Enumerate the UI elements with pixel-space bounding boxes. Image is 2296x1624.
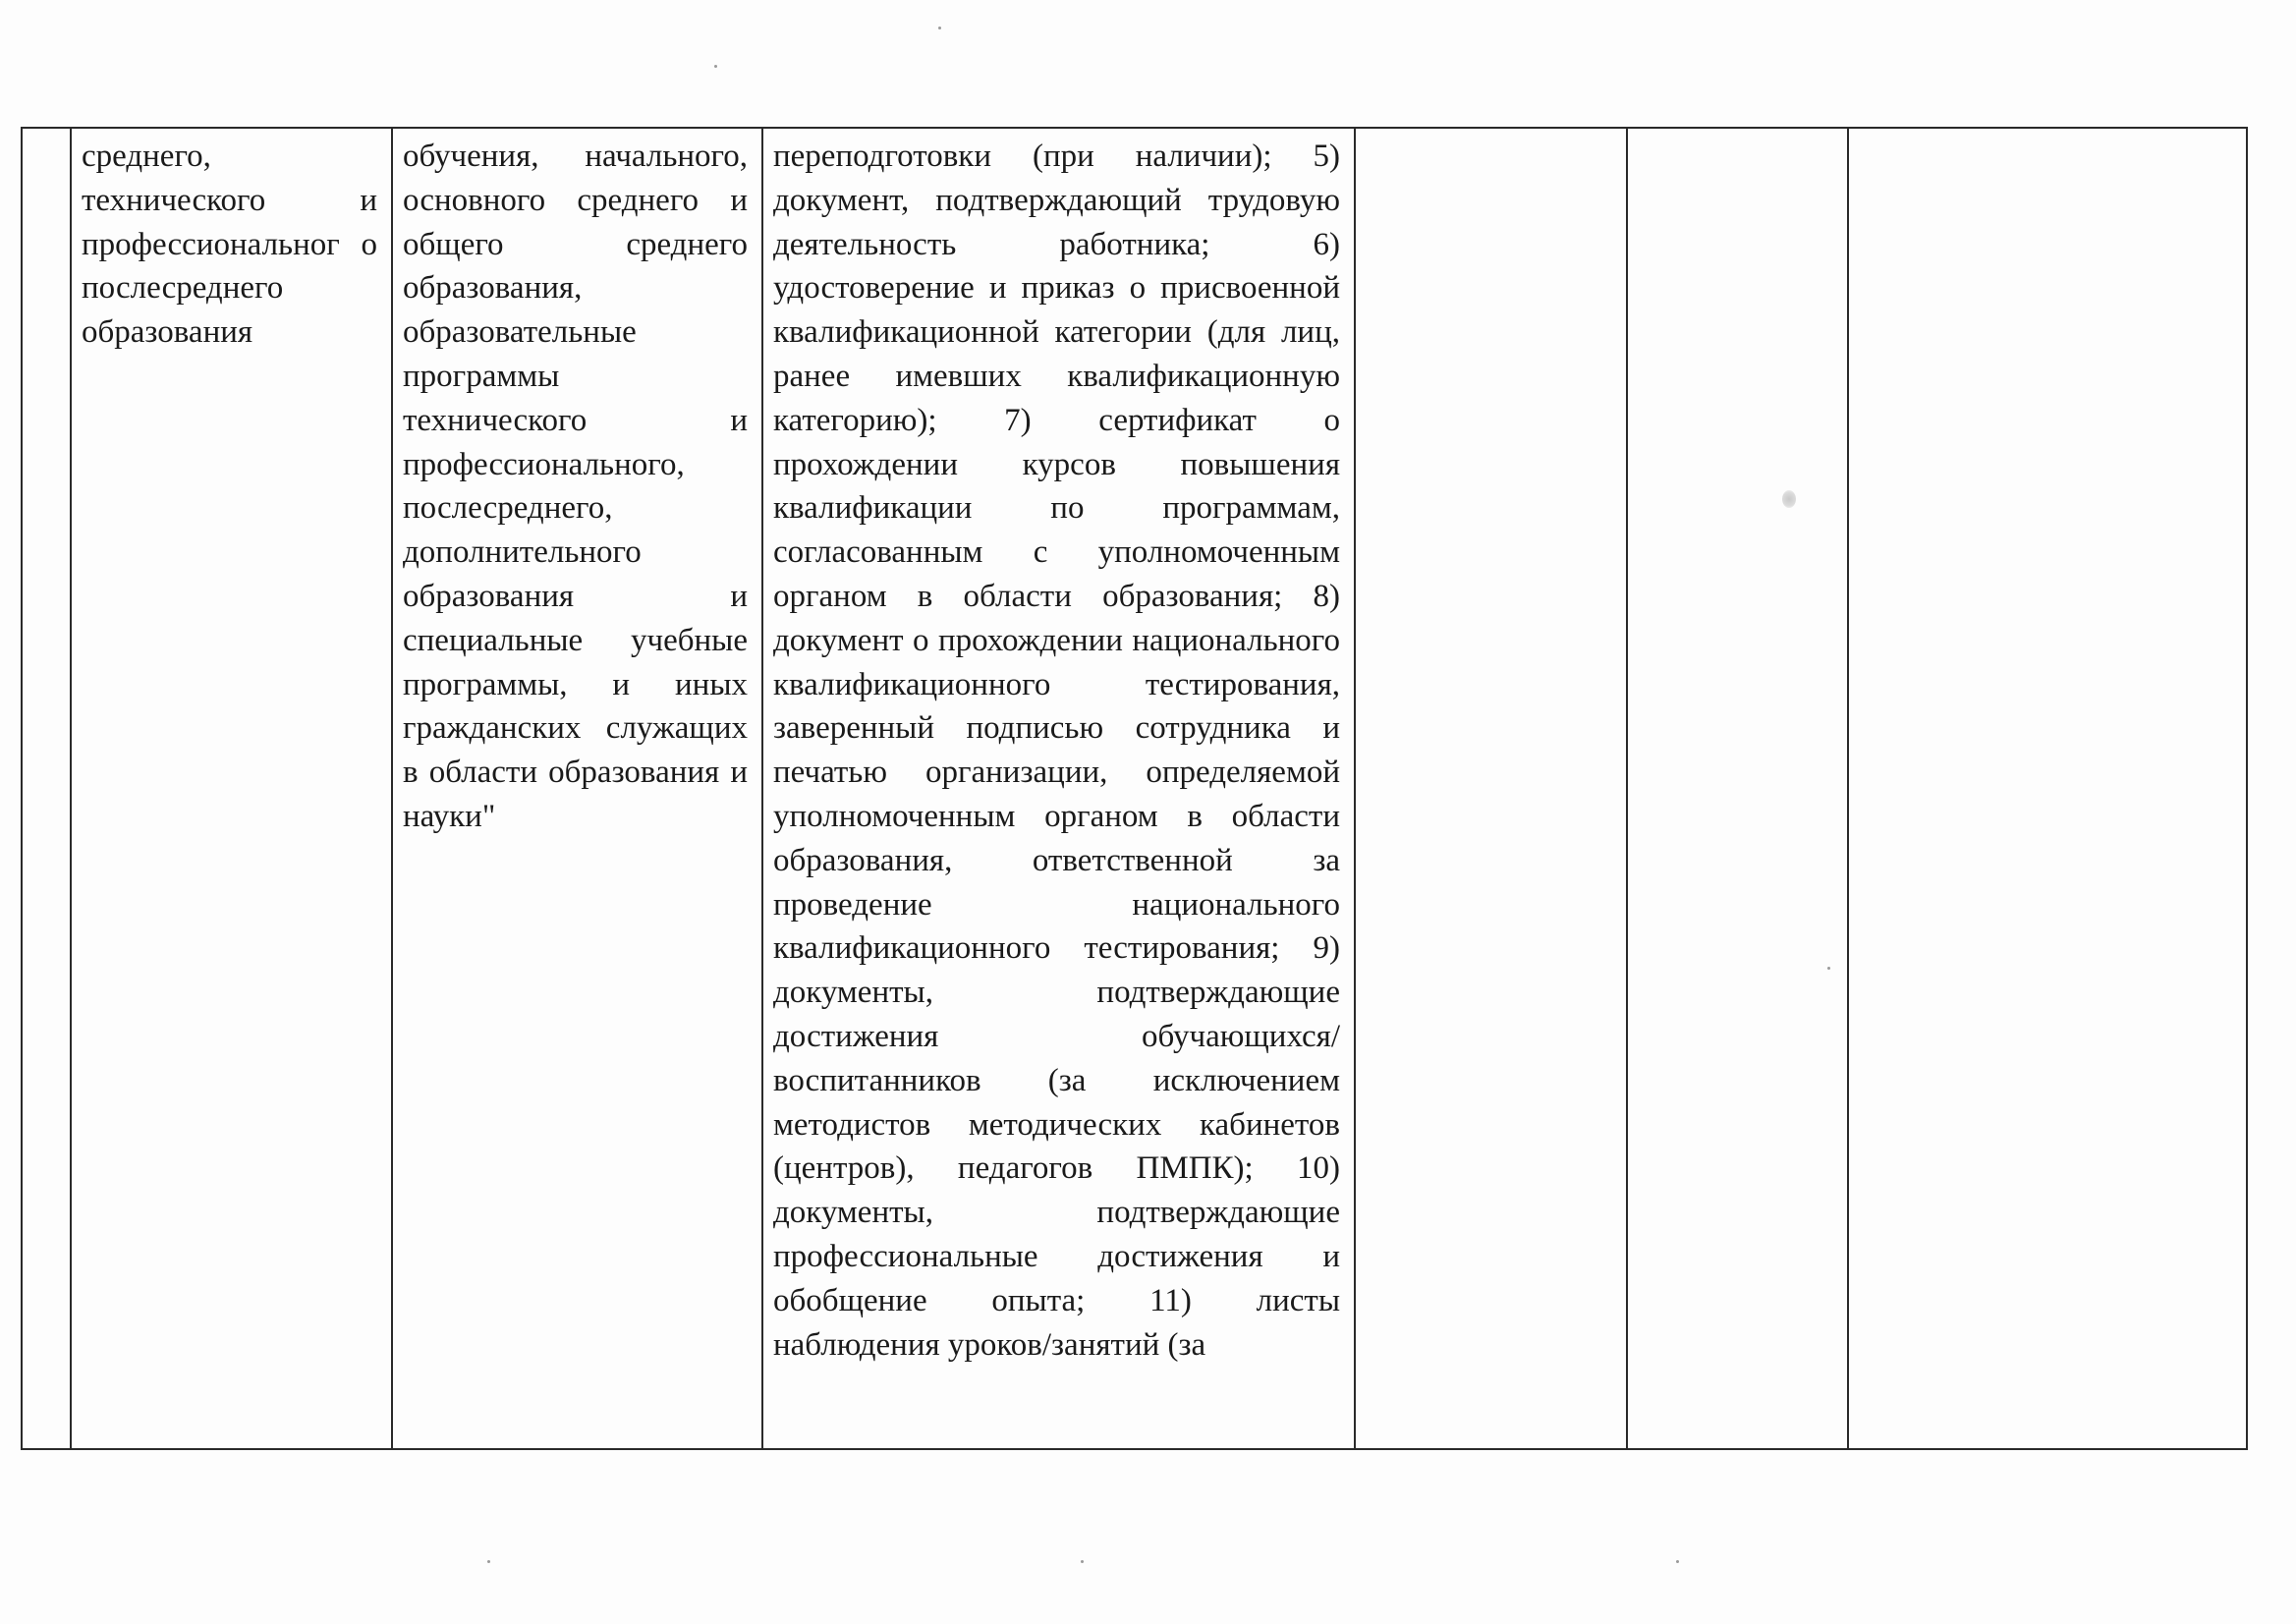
table-row (22, 128, 2247, 1449)
document-table (21, 127, 2248, 1450)
programs-cell (392, 128, 762, 1449)
documents-cell (762, 128, 1355, 1449)
scan-dot (714, 65, 717, 68)
scan-dot (1676, 1560, 1679, 1563)
education-level-cell (71, 128, 392, 1449)
empty-cell-6 (1627, 128, 1848, 1449)
empty-cell-5 (1355, 128, 1627, 1449)
scan-dot (1827, 967, 1830, 970)
education-level-text: среднего, технического и профессиональног о послесреднего образования (82, 139, 377, 351)
scan-dot (487, 1560, 490, 1563)
row-number-cell (22, 128, 71, 1449)
scan-dot (938, 27, 941, 29)
documents-text: переподготовки (при наличии); 5) документ, подтверждающий трудовую деятельность работника; 6) удостоверение и приказ о присвоенной квалификационной категории (для лиц, ранее имевших квалификационную категорию); 7) сертификат о прохождении курсов повышения квалификации по программам, согласованным с уполномоченным органом в области образования; 8) документ о прохождении национального квалификационного тестирования, заверенный подписью сотрудника и печатью организации, определяемой уполномоченным органом в области образования, ответственной за проведение национального квалификационного тестирования; 9) документы, подтверждающие достижения обучающихся/воспитанников (за исключением методистов методических кабинетов (центров), педагогов ПМПК); 10) документы, подтверждающие профессиональные достижения и обобщение опыта; 11) листы наблюдения уроков/занятий (за (773, 139, 1340, 1363)
scan-dot (1081, 1560, 1084, 1563)
scan-speck (1782, 490, 1796, 508)
programs-text: обучения, начального, основного среднего и общего среднего образования, образовательные программы технического и профессионального, послесреднего, дополнительного образования и специальные учебные программы, и иных гражданских служащих в области образования и науки" (403, 139, 748, 834)
empty-cell-7 (1848, 128, 2247, 1449)
